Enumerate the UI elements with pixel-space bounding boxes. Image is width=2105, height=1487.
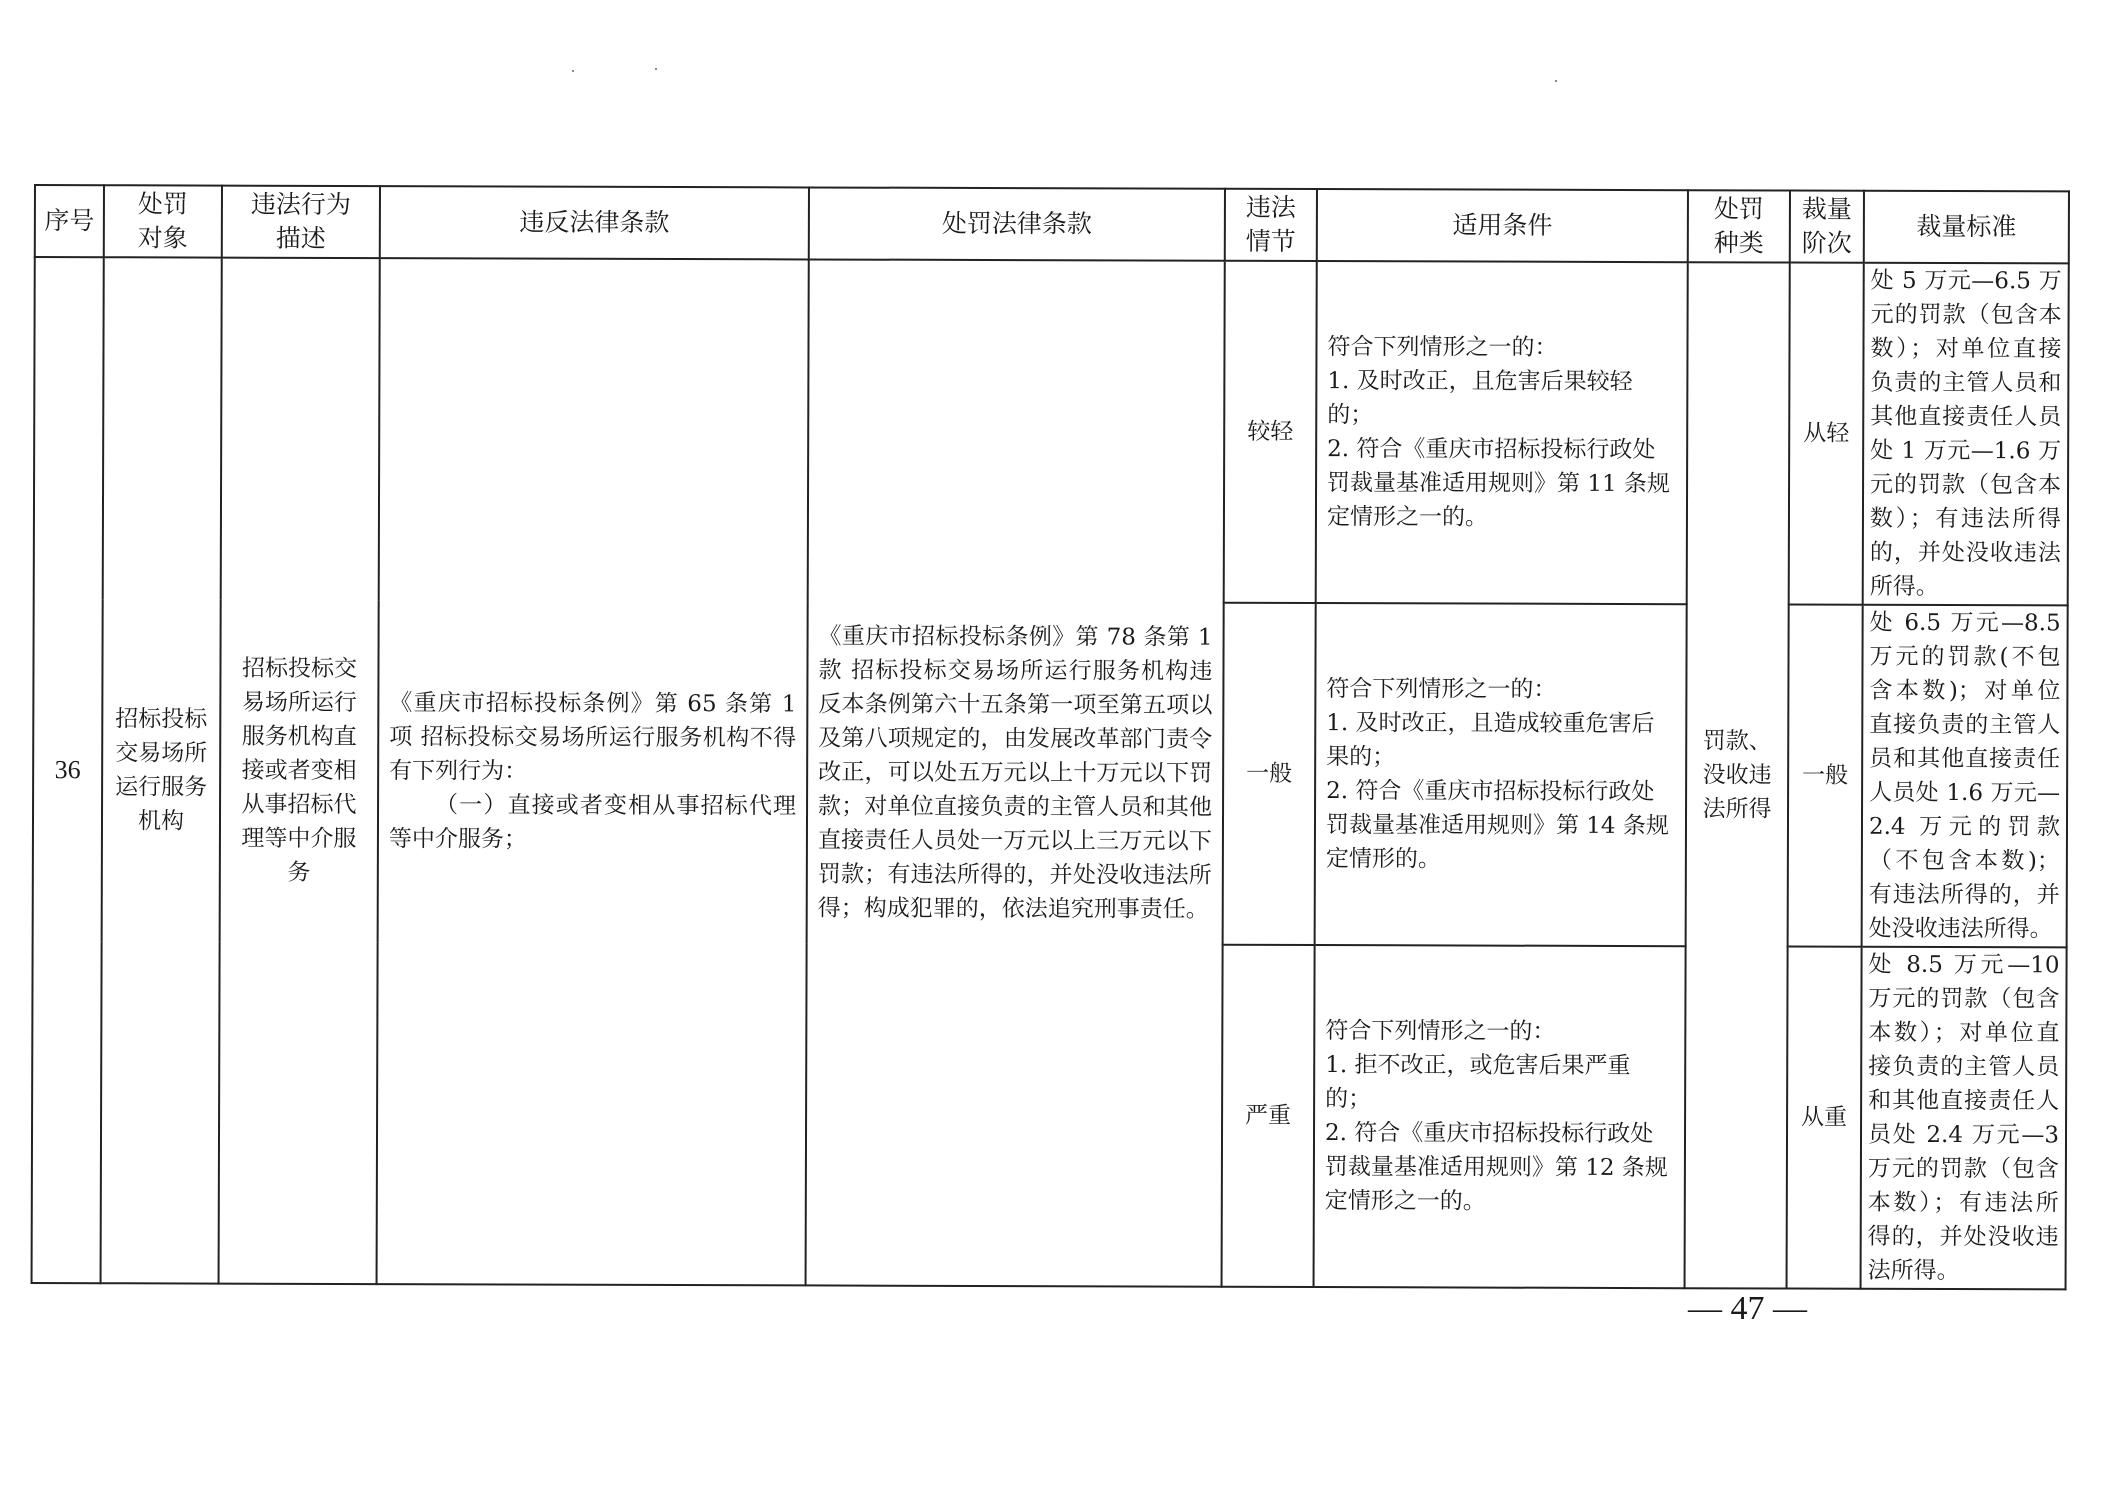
- cell-circumstance-normal: 一般: [1223, 603, 1316, 945]
- header-row: [35, 185, 2069, 263]
- cell-level-light: 从轻: [1789, 263, 1864, 605]
- conditions-intro: 符合下列情形之一的：: [1325, 1018, 1556, 1045]
- header-level: 裁量 阶次: [1790, 191, 1864, 263]
- header-penalty-type: 处罚 种类: [1688, 190, 1790, 262]
- header-violated-law: 违反法律条款: [380, 186, 809, 259]
- scan-speck: [572, 70, 574, 72]
- header-conditions: 适用条件: [1317, 189, 1688, 262]
- header-target: 处罚 对象: [104, 185, 222, 257]
- conditions-item-2: 2. 符合《重庆市招标投标行政处罚裁量基准适用规则》第 12 条规定情形之一的。: [1324, 1120, 1668, 1215]
- table-row: [34, 257, 2069, 605]
- header-circumstance: 违法 情节: [1225, 189, 1317, 261]
- conditions-item-1: 1. 及时改正，且造成较重危害后果的；: [1326, 710, 1655, 771]
- cell-level-severe: 从重: [1787, 947, 1862, 1289]
- conditions-item-2: 2. 符合《重庆市招标投标行政处罚裁量基准适用规则》第 14 条规定情形的。: [1325, 778, 1669, 873]
- cell-standard-light: 处 5 万元—6.5 万元的罚款（包含本数）；对单位直接负责的主管人员和其他直接责任人员处 1 万元—1.6 万元的罚款（包含本数）；有违法所得的，并处没收违法所得。: [1863, 263, 2069, 606]
- cell-conditions-normal: [1315, 603, 1687, 946]
- conditions-intro: 符合下列情形之一的：: [1326, 676, 1557, 703]
- cell-seq: 36: [32, 257, 104, 1283]
- cell-conditions-light: [1316, 261, 1688, 604]
- cell-penalty-type: 罚款、没收违法所得: [1685, 262, 1790, 1288]
- cell-violated-law: [377, 258, 809, 1285]
- cell-standard-normal: 处 6.5 万元—8.5 万元的罚款(不包含本数)；对单位直接负责的主管人员和其他直接责任人员处 1.6 万元—2.4 万元的罚款（不包含本数)；有违法所得的，并处没收违法所得。: [1862, 605, 2068, 948]
- cell-penalty-law: 《重庆市招标投标条例》第 78 条第 1 款 招标投标交易场所运行服务机构违反本条例第六十五条第一项至第五项以及第八项规定的，由发展改革部门责令改正，可以处五万元以上十万元以下罚款；对单位直接负责的主管人员和其他直接责任人员处一万元以上三万元以下罚款；有违法所得的，并处没收违法所得；构成犯罪的，依法追究刑事责任。: [806, 259, 1225, 1286]
- cell-standard-severe: 处 8.5 万元—10 万元的罚款（包含本数）；对单位直接负责的主管人员和其他直接责任人员处 2.4 万元—3 万元的罚款（包含本数）；有违法所得的，并处没收违法所得。: [1861, 947, 2067, 1290]
- cell-circumstance-light: 较轻: [1224, 261, 1317, 603]
- scan-speck: [1555, 80, 1557, 82]
- cell-behavior: 招标投标交易场所运行服务机构直接或者变相从事招标代理等中介服务: [219, 258, 380, 1284]
- violated-law-item: （一）直接或者变相从事招标代理等中介服务；: [388, 792, 797, 853]
- conditions-item-1: 1. 及时改正，且危害后果较轻的；: [1327, 368, 1633, 429]
- header-behavior: 违法行为 描述: [222, 186, 380, 258]
- violated-law-text: 《重庆市招标投标条例》第 65 条第 1 项 招标投标交易场所运行服务机构不得有下列行为：: [389, 690, 797, 785]
- scan-speck: [655, 68, 657, 70]
- header-standard: 裁量标准: [1864, 191, 2069, 264]
- cell-target: 招标投标交易场所运行服务机构: [101, 257, 222, 1283]
- penalty-discretion-table: [31, 184, 2070, 1290]
- conditions-intro: 符合下列情形之一的：: [1327, 334, 1558, 361]
- conditions-item-2: 2. 符合《重庆市招标投标行政处罚裁量基准适用规则》第 11 条规定情形之一的。: [1326, 436, 1670, 531]
- header-penalty-law: 处罚法律条款: [809, 187, 1225, 260]
- page-number: — 47 —: [1688, 1290, 1807, 1327]
- cell-conditions-severe: [1314, 945, 1686, 1288]
- cell-level-normal: 一般: [1788, 605, 1863, 947]
- conditions-item-1: 1. 拒不改正，或危害后果严重的；: [1325, 1052, 1631, 1113]
- cell-circumstance-severe: 严重: [1222, 945, 1315, 1287]
- header-seq: 序号: [35, 185, 104, 257]
